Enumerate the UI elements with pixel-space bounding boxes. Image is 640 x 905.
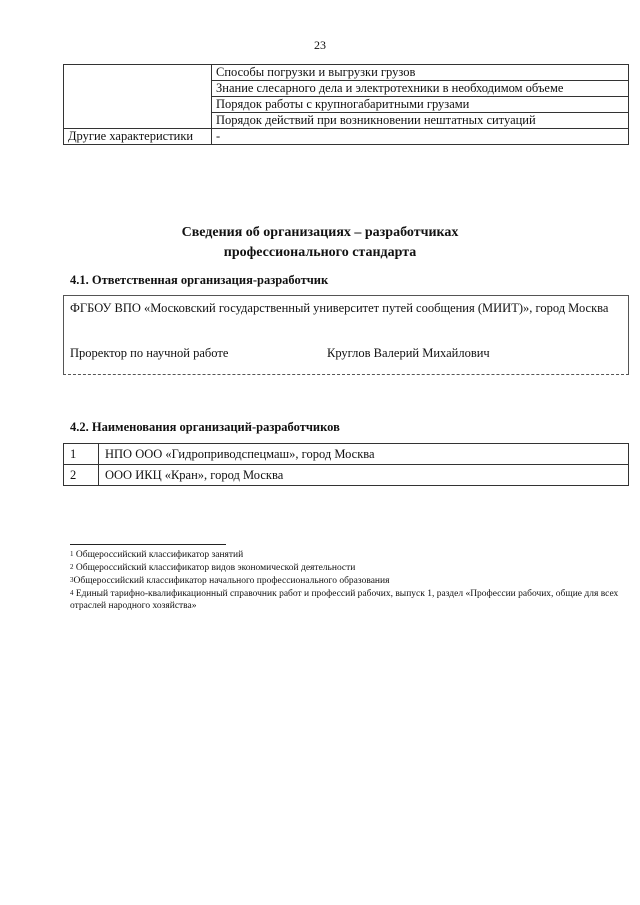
organization-name: ФГБОУ ВПО «Московский государственный университет путей сообщения (МИИТ)», город Москва (70, 301, 609, 315)
section-title-line1: Сведения об организациях – разработчиках (181, 225, 459, 240)
section-4-2-heading: 4.2. Наименования организаций-разработчиков (70, 420, 340, 434)
footnote-text: Общероссийский классификатор занятий (75, 550, 244, 560)
footnote-mark: 2 (70, 563, 74, 571)
page-number: 23 (314, 38, 326, 52)
footnote-mark: 1 (70, 550, 74, 558)
footnote-1 (70, 549, 630, 561)
table-cell: Порядок работы с крупногабаритными грузами (212, 97, 629, 113)
table-row (64, 65, 629, 81)
table-row (64, 465, 629, 486)
footnote-3 (70, 575, 630, 587)
table-cell-empty (64, 81, 212, 97)
table-cell-empty (64, 97, 212, 113)
table-cell-empty (64, 65, 212, 81)
characteristics-table (63, 64, 629, 145)
other-characteristics-label: Другие характеристики (64, 129, 212, 145)
signatory-name: Круглов Валерий Михайлович (327, 346, 490, 360)
footnote-text: Единый тарифно-квалификационный справочник работ и профессий рабочих, выпуск 1, раздел «Профессии рабочих, общие для всех отраслей народного хозяйства» (70, 589, 619, 611)
row-number: 2 (64, 465, 99, 486)
table-cell: Знание слесарного дела и электротехники в необходимом объеме (212, 81, 629, 97)
responsible-organization-box (63, 295, 629, 375)
footnote-4 (70, 588, 630, 612)
footnote-text: Общероссийский классификатор видов экономической деятельности (75, 563, 356, 573)
footnote-2 (70, 562, 630, 574)
table-row (64, 81, 629, 97)
table-cell-empty (64, 113, 212, 129)
table-row (64, 129, 629, 145)
signatory-position: Проректор по научной работе (70, 346, 229, 360)
table-row (64, 97, 629, 113)
table-cell: Порядок действий при возникновении нештатных ситуаций (212, 113, 629, 129)
footnote-text: Общероссийский классификатор начального профессионального образования (73, 576, 390, 586)
footnote-mark: 4 (70, 589, 74, 597)
footnote-mark: 3 (70, 576, 74, 584)
developer-name: НПО ООО «Гидроприводспецмаш», город Москва (99, 444, 629, 465)
developers-table (63, 443, 629, 486)
table-row (64, 444, 629, 465)
developer-name: ООО ИКЦ «Кран», город Москва (99, 465, 629, 486)
other-characteristics-value: - (212, 129, 629, 145)
table-row (64, 113, 629, 129)
footnote-rule (70, 544, 226, 545)
row-number: 1 (64, 444, 99, 465)
table-cell: Способы погрузки и выгрузки грузов (212, 65, 629, 81)
section-4-1-heading: 4.1. Ответственная организация-разработчик (70, 273, 329, 287)
section-title-line2: профессионального стандарта (223, 245, 417, 260)
